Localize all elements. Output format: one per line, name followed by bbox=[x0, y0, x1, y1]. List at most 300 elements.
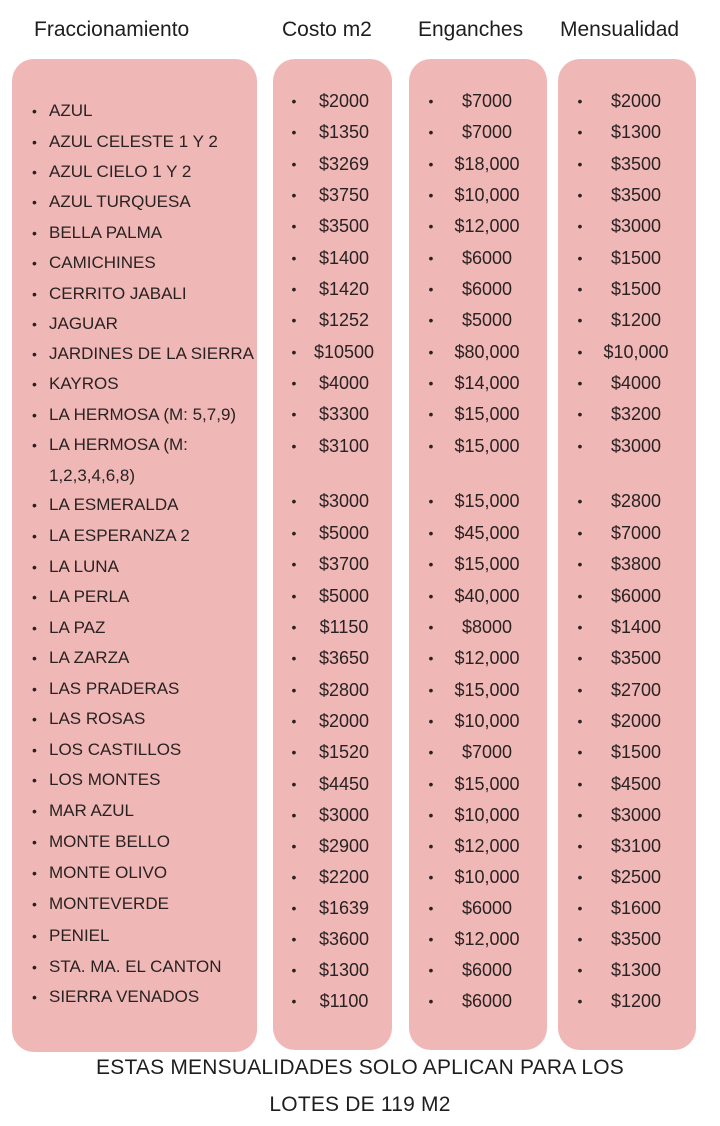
bullet-icon: • bbox=[577, 962, 583, 978]
monthly-cell-value: $1500 bbox=[610, 742, 662, 762]
bullet-icon: • bbox=[291, 993, 297, 1009]
cost-cell-value: $3269 bbox=[318, 154, 370, 174]
bullet-icon: • bbox=[577, 218, 583, 234]
bullet-icon: • bbox=[428, 713, 434, 729]
cost-cell-value: $1639 bbox=[318, 898, 370, 918]
fraccionamiento-item bbox=[32, 739, 181, 761]
fraccionamiento-item bbox=[32, 131, 218, 153]
monthly-cell-value: $3200 bbox=[610, 404, 662, 424]
cost-cell bbox=[287, 741, 387, 763]
cost-cell bbox=[287, 553, 387, 575]
bullet-icon: • bbox=[32, 834, 37, 850]
monthly-cell-value: $1300 bbox=[610, 960, 662, 980]
fraccionamiento-item bbox=[32, 434, 188, 456]
bullet-icon: • bbox=[577, 438, 583, 454]
cost-cell-value: $5000 bbox=[318, 586, 370, 606]
bullet-icon: • bbox=[291, 93, 297, 109]
down-payment-cell-value: $14,000 bbox=[454, 373, 520, 393]
bullet-icon: • bbox=[291, 406, 297, 422]
fraccionamiento-name: LA PAZ bbox=[49, 618, 106, 637]
monthly-cell bbox=[573, 153, 685, 175]
monthly-cell bbox=[573, 435, 685, 457]
bullet-icon: • bbox=[428, 807, 434, 823]
monthly-cell bbox=[573, 773, 685, 795]
cost-cell bbox=[287, 309, 387, 331]
monthly-cell-value: $10,000 bbox=[603, 342, 669, 362]
fraccionamiento-name: PENIEL bbox=[49, 926, 110, 945]
down-payment-cell-value: $10,000 bbox=[454, 805, 520, 825]
header-fraccionamiento: Fraccionamiento bbox=[34, 18, 190, 41]
fraccionamiento-name: LA LUNA bbox=[49, 557, 119, 576]
down-payment-cell-value: $15,000 bbox=[454, 554, 520, 574]
down-payment-cell bbox=[424, 585, 536, 607]
cost-cell bbox=[287, 490, 387, 512]
fraccionamiento-item bbox=[32, 283, 187, 305]
bullet-icon: • bbox=[32, 286, 37, 302]
down-payment-cell bbox=[424, 773, 536, 795]
down-payment-cell-value: $15,000 bbox=[454, 680, 520, 700]
down-payment-cell-value: $12,000 bbox=[454, 836, 520, 856]
fraccionamiento-item bbox=[32, 494, 178, 516]
bullet-icon: • bbox=[32, 346, 37, 362]
bullet-icon: • bbox=[32, 742, 37, 758]
cost-cell-value: $3700 bbox=[318, 554, 370, 574]
monthly-cell-value: $3500 bbox=[610, 185, 662, 205]
monthly-cell-value: $3500 bbox=[610, 154, 662, 174]
cost-cell-value: $3650 bbox=[318, 648, 370, 668]
monthly-cell bbox=[573, 490, 685, 512]
cost-cell bbox=[287, 990, 387, 1012]
bullet-icon: • bbox=[32, 989, 37, 1005]
monthly-cell-value: $3000 bbox=[610, 216, 662, 236]
fraccionamiento-name: STA. MA. EL CANTON bbox=[49, 957, 222, 976]
fraccionamiento-name: LA ZARZA bbox=[49, 648, 130, 667]
fraccionamiento-item bbox=[32, 525, 190, 547]
fraccionamiento-name: MONTE OLIVO bbox=[49, 863, 168, 882]
down-payment-cell-value: $7000 bbox=[461, 91, 513, 111]
down-payment-cell-value: $7000 bbox=[461, 122, 513, 142]
fraccionamiento-name: LA HERMOSA (M: bbox=[49, 435, 188, 454]
cost-cell-value: $1350 bbox=[318, 122, 370, 142]
bullet-icon: • bbox=[428, 900, 434, 916]
down-payment-cell-value: $15,000 bbox=[454, 404, 520, 424]
down-payment-cell bbox=[424, 804, 536, 826]
monthly-cell-value: $3500 bbox=[610, 929, 662, 949]
monthly-cell bbox=[573, 278, 685, 300]
bullet-icon: • bbox=[428, 931, 434, 947]
down-payment-cell-value: $15,000 bbox=[454, 491, 520, 511]
down-payment-cell bbox=[424, 309, 536, 331]
bullet-icon: • bbox=[291, 807, 297, 823]
fraccionamiento-item bbox=[32, 617, 105, 639]
fraccionamiento-item bbox=[32, 404, 236, 426]
bullet-icon: • bbox=[32, 437, 37, 453]
down-payment-cell bbox=[424, 121, 536, 143]
down-payment-cell-value: $45,000 bbox=[454, 523, 520, 543]
fraccionamiento-item bbox=[32, 956, 222, 978]
monthly-cell bbox=[573, 647, 685, 669]
bullet-icon: • bbox=[291, 250, 297, 266]
cost-cell bbox=[287, 928, 387, 950]
cost-cell bbox=[287, 247, 387, 269]
fraccionamiento-item bbox=[32, 586, 129, 608]
cost-cell bbox=[287, 341, 387, 363]
fraccionamiento-item bbox=[32, 252, 156, 274]
bullet-icon: • bbox=[291, 124, 297, 140]
monthly-cell bbox=[573, 710, 685, 732]
monthly-cell-value: $1300 bbox=[610, 122, 662, 142]
fraccionamiento-item bbox=[32, 800, 134, 822]
bullet-icon: • bbox=[291, 281, 297, 297]
down-payment-cell-value: $6000 bbox=[461, 991, 513, 1011]
cost-cell bbox=[287, 522, 387, 544]
fraccionamiento-item bbox=[32, 222, 162, 244]
cost-cell bbox=[287, 647, 387, 669]
fraccionamiento-name: LA ESMERALDA bbox=[49, 495, 179, 514]
cost-cell bbox=[287, 372, 387, 394]
fraccionamiento-name: JAGUAR bbox=[49, 314, 118, 333]
bullet-icon: • bbox=[577, 493, 583, 509]
cost-cell-value: $2000 bbox=[318, 711, 370, 731]
monthly-cell-value: $2000 bbox=[610, 711, 662, 731]
bullet-icon: • bbox=[291, 682, 297, 698]
fraccionamiento-item bbox=[32, 343, 254, 365]
cost-cell-value: $4000 bbox=[318, 373, 370, 393]
fraccionamiento-item bbox=[32, 373, 119, 395]
cost-cell bbox=[287, 773, 387, 795]
monthly-cell bbox=[573, 247, 685, 269]
down-payment-cell bbox=[424, 710, 536, 732]
monthly-cell bbox=[573, 184, 685, 206]
down-payment-cell bbox=[424, 184, 536, 206]
down-payment-cell-value: $6000 bbox=[461, 248, 513, 268]
fraccionamiento-item bbox=[32, 862, 167, 884]
cost-cell bbox=[287, 710, 387, 732]
down-payment-cell-value: $10,000 bbox=[454, 867, 520, 887]
bullet-icon: • bbox=[32, 959, 37, 975]
cost-cell-value: $3300 bbox=[318, 404, 370, 424]
monthly-cell-value: $4500 bbox=[610, 774, 662, 794]
bullet-icon: • bbox=[291, 218, 297, 234]
bullet-icon: • bbox=[577, 776, 583, 792]
monthly-cell bbox=[573, 372, 685, 394]
bullet-icon: • bbox=[291, 900, 297, 916]
cost-cell bbox=[287, 866, 387, 888]
cost-cell bbox=[287, 215, 387, 237]
monthly-cell-value: $3500 bbox=[610, 648, 662, 668]
fraccionamiento-item bbox=[32, 831, 170, 853]
cost-cell bbox=[287, 278, 387, 300]
down-payment-cell-value: $12,000 bbox=[454, 216, 520, 236]
down-payment-cell bbox=[424, 215, 536, 237]
bullet-icon: • bbox=[291, 525, 297, 541]
fraccionamiento-name: LA HERMOSA (M: 5,7,9) bbox=[49, 405, 237, 424]
down-payment-cell bbox=[424, 247, 536, 269]
bullet-icon: • bbox=[291, 744, 297, 760]
cost-cell-value: $10500 bbox=[313, 342, 375, 362]
fraccionamiento-item bbox=[32, 986, 199, 1008]
header-enganches: Enganches bbox=[418, 18, 524, 41]
down-payment-cell bbox=[424, 522, 536, 544]
monthly-cell bbox=[573, 522, 685, 544]
footer-note-line2: LOTES DE 119 M2 bbox=[269, 1093, 451, 1116]
down-payment-cell bbox=[424, 372, 536, 394]
bullet-icon: • bbox=[577, 344, 583, 360]
down-payment-cell-value: $5000 bbox=[461, 310, 513, 330]
bullet-icon: • bbox=[428, 619, 434, 635]
cost-cell bbox=[287, 121, 387, 143]
bullet-icon: • bbox=[577, 281, 583, 297]
cost-cell-value: $1300 bbox=[318, 960, 370, 980]
down-payment-cell-value: $12,000 bbox=[454, 929, 520, 949]
cost-cell bbox=[287, 403, 387, 425]
down-payment-cell bbox=[424, 835, 536, 857]
fraccionamiento-item bbox=[32, 769, 160, 791]
cost-cell-value: $3000 bbox=[318, 491, 370, 511]
bullet-icon: • bbox=[32, 928, 37, 944]
header-costo-m2: Costo m2 bbox=[282, 18, 372, 41]
monthly-cell bbox=[573, 928, 685, 950]
bullet-icon: • bbox=[32, 103, 37, 119]
fraccionamiento-name: AZUL TURQUESA bbox=[49, 192, 191, 211]
bullet-icon: • bbox=[577, 124, 583, 140]
cost-cell bbox=[287, 153, 387, 175]
fraccionamiento-name: AZUL CELESTE 1 Y 2 bbox=[49, 132, 218, 151]
bullet-icon: • bbox=[428, 493, 434, 509]
cost-cell bbox=[287, 435, 387, 457]
down-payment-cell bbox=[424, 647, 536, 669]
bullet-icon: • bbox=[291, 962, 297, 978]
monthly-cell-value: $3000 bbox=[610, 436, 662, 456]
bullet-icon: • bbox=[291, 156, 297, 172]
monthly-cell bbox=[573, 679, 685, 701]
down-payment-cell bbox=[424, 341, 536, 363]
down-payment-cell bbox=[424, 153, 536, 175]
bullet-icon: • bbox=[32, 194, 37, 210]
down-payment-cell bbox=[424, 553, 536, 575]
fraccionamiento-item bbox=[32, 161, 191, 183]
bullet-icon: • bbox=[577, 525, 583, 541]
fraccionamiento-name: AZUL CIELO 1 Y 2 bbox=[49, 162, 192, 181]
fraccionamiento-name: LOS MONTES bbox=[49, 770, 161, 789]
down-payment-cell bbox=[424, 928, 536, 950]
bullet-icon: • bbox=[32, 316, 37, 332]
bullet-icon: • bbox=[32, 772, 37, 788]
fraccionamiento-item bbox=[32, 556, 119, 578]
monthly-cell-value: $1200 bbox=[610, 991, 662, 1011]
bullet-icon: • bbox=[577, 156, 583, 172]
monthly-cell-value: $2700 bbox=[610, 680, 662, 700]
fraccionamiento-item bbox=[32, 100, 92, 122]
bullet-icon: • bbox=[577, 900, 583, 916]
down-payment-cell-value: $12,000 bbox=[454, 648, 520, 668]
down-payment-cell bbox=[424, 616, 536, 638]
cost-cell bbox=[287, 679, 387, 701]
cost-cell-value: $3750 bbox=[318, 185, 370, 205]
monthly-cell bbox=[573, 835, 685, 857]
monthly-cell bbox=[573, 341, 685, 363]
monthly-cell bbox=[573, 121, 685, 143]
fraccionamiento-name: LOS CASTILLOS bbox=[49, 740, 182, 759]
bullet-icon: • bbox=[428, 312, 434, 328]
down-payment-cell bbox=[424, 490, 536, 512]
monthly-cell-value: $2800 bbox=[610, 491, 662, 511]
down-payment-cell-value: $6000 bbox=[461, 279, 513, 299]
bullet-icon: • bbox=[577, 682, 583, 698]
down-payment-cell-value: $10,000 bbox=[454, 711, 520, 731]
bullet-icon: • bbox=[428, 993, 434, 1009]
monthly-cell bbox=[573, 553, 685, 575]
cost-cell-value: $3100 bbox=[318, 436, 370, 456]
bullet-icon: • bbox=[32, 803, 37, 819]
bullet-icon: • bbox=[428, 556, 434, 572]
bullet-icon: • bbox=[291, 931, 297, 947]
fraccionamiento-item bbox=[32, 313, 118, 335]
down-payment-cell-value: $7000 bbox=[461, 742, 513, 762]
down-payment-cell-value: $6000 bbox=[461, 960, 513, 980]
down-payment-cell bbox=[424, 679, 536, 701]
cost-cell-value: $1520 bbox=[318, 742, 370, 762]
bullet-icon: • bbox=[32, 497, 37, 513]
bullet-icon: • bbox=[577, 993, 583, 1009]
bullet-icon: • bbox=[291, 588, 297, 604]
monthly-cell bbox=[573, 309, 685, 331]
bullet-icon: • bbox=[32, 711, 37, 727]
bullet-icon: • bbox=[32, 255, 37, 271]
bullet-icon: • bbox=[428, 962, 434, 978]
down-payment-cell-value: $15,000 bbox=[454, 774, 520, 794]
fraccionamiento-name: LA ESPERANZA 2 bbox=[49, 526, 190, 545]
bullet-icon: • bbox=[577, 556, 583, 572]
bullet-icon: • bbox=[577, 619, 583, 635]
bullet-icon: • bbox=[32, 134, 37, 150]
monthly-cell-value: $2000 bbox=[610, 91, 662, 111]
bullet-icon: • bbox=[32, 589, 37, 605]
down-payment-cell bbox=[424, 278, 536, 300]
monthly-cell-value: $6000 bbox=[610, 586, 662, 606]
header-mensualidad: Mensualidad bbox=[560, 18, 680, 41]
bullet-icon: • bbox=[428, 344, 434, 360]
down-payment-cell bbox=[424, 403, 536, 425]
monthly-cell-value: $2500 bbox=[610, 867, 662, 887]
monthly-cell-value: $7000 bbox=[610, 523, 662, 543]
fraccionamiento-name: SIERRA VENADOS bbox=[49, 987, 200, 1006]
down-payment-cell bbox=[424, 990, 536, 1012]
down-payment-cell-value: $15,000 bbox=[454, 436, 520, 456]
fraccionamiento-name: LA PERLA bbox=[49, 587, 130, 606]
monthly-cell bbox=[573, 741, 685, 763]
fraccionamiento-name: LAS ROSAS bbox=[49, 709, 146, 728]
bullet-icon: • bbox=[32, 225, 37, 241]
fraccionamiento-item bbox=[32, 678, 179, 700]
bullet-icon: • bbox=[291, 438, 297, 454]
bullet-icon: • bbox=[577, 187, 583, 203]
down-payment-cell bbox=[424, 866, 536, 888]
fraccionamiento-name: CERRITO JABALI bbox=[49, 284, 187, 303]
monthly-cell bbox=[573, 585, 685, 607]
bullet-icon: • bbox=[577, 650, 583, 666]
cost-cell-value: $1150 bbox=[319, 617, 369, 637]
cost-cell-value: $2800 bbox=[318, 680, 370, 700]
down-payment-cell bbox=[424, 90, 536, 112]
monthly-cell bbox=[573, 990, 685, 1012]
cost-cell bbox=[287, 804, 387, 826]
cost-cell-value: $2000 bbox=[318, 91, 370, 111]
cost-cell bbox=[287, 959, 387, 981]
monthly-cell bbox=[573, 403, 685, 425]
cost-cell-value: $2900 bbox=[318, 836, 370, 856]
bullet-icon: • bbox=[32, 896, 37, 912]
monthly-cell-value: $1500 bbox=[610, 279, 662, 299]
bullet-icon: • bbox=[32, 559, 37, 575]
monthly-cell-value: $3000 bbox=[610, 805, 662, 825]
down-payment-cell bbox=[424, 897, 536, 919]
bullet-icon: • bbox=[428, 869, 434, 885]
cost-cell-value: $2200 bbox=[318, 867, 370, 887]
fraccionamiento-item bbox=[32, 191, 191, 213]
bullet-icon: • bbox=[428, 250, 434, 266]
bullet-icon: • bbox=[577, 713, 583, 729]
fraccionamiento-item bbox=[32, 893, 169, 915]
fraccionamiento-name-continued: 1,2,3,4,6,8) bbox=[49, 466, 136, 485]
fraccionamiento-name: MAR AZUL bbox=[49, 801, 135, 820]
monthly-cell-value: $1600 bbox=[610, 898, 662, 918]
down-payment-cell-value: $80,000 bbox=[454, 342, 520, 362]
monthly-cell bbox=[573, 90, 685, 112]
bullet-icon: • bbox=[428, 187, 434, 203]
bullet-icon: • bbox=[577, 406, 583, 422]
bullet-icon: • bbox=[577, 250, 583, 266]
cost-cell-value: $1100 bbox=[319, 991, 369, 1011]
bullet-icon: • bbox=[577, 931, 583, 947]
down-payment-cell-value: $8000 bbox=[461, 617, 513, 637]
cost-cell-value: $1252 bbox=[318, 310, 370, 330]
bullet-icon: • bbox=[428, 218, 434, 234]
fraccionamiento-name: CAMICHINES bbox=[49, 253, 156, 272]
cost-cell-value: $1420 bbox=[318, 279, 370, 299]
bullet-icon: • bbox=[428, 744, 434, 760]
cost-cell bbox=[287, 184, 387, 206]
bullet-icon: • bbox=[291, 619, 297, 635]
bullet-icon: • bbox=[291, 187, 297, 203]
bullet-icon: • bbox=[577, 869, 583, 885]
cost-cell-value: $3000 bbox=[318, 805, 370, 825]
bullet-icon: • bbox=[291, 869, 297, 885]
bullet-icon: • bbox=[291, 375, 297, 391]
fraccionamiento-name: MONTEVERDE bbox=[49, 894, 169, 913]
bullet-icon: • bbox=[291, 713, 297, 729]
cost-cell bbox=[287, 90, 387, 112]
bullet-icon: • bbox=[291, 650, 297, 666]
monthly-cell bbox=[573, 897, 685, 919]
fraccionamiento-name: AZUL bbox=[49, 101, 93, 120]
bullet-icon: • bbox=[32, 376, 37, 392]
bullet-icon: • bbox=[291, 838, 297, 854]
down-payment-cell bbox=[424, 435, 536, 457]
monthly-cell bbox=[573, 215, 685, 237]
bullet-icon: • bbox=[577, 588, 583, 604]
bullet-icon: • bbox=[291, 556, 297, 572]
bullet-icon: • bbox=[32, 865, 37, 881]
cost-cell-value: $3600 bbox=[318, 929, 370, 949]
fraccionamiento-name: LAS PRADERAS bbox=[49, 679, 180, 698]
cost-cell-value: $5000 bbox=[318, 523, 370, 543]
bullet-icon: • bbox=[428, 93, 434, 109]
bullet-icon: • bbox=[291, 776, 297, 792]
bullet-icon: • bbox=[32, 407, 37, 423]
monthly-cell bbox=[573, 866, 685, 888]
bullet-icon: • bbox=[428, 525, 434, 541]
